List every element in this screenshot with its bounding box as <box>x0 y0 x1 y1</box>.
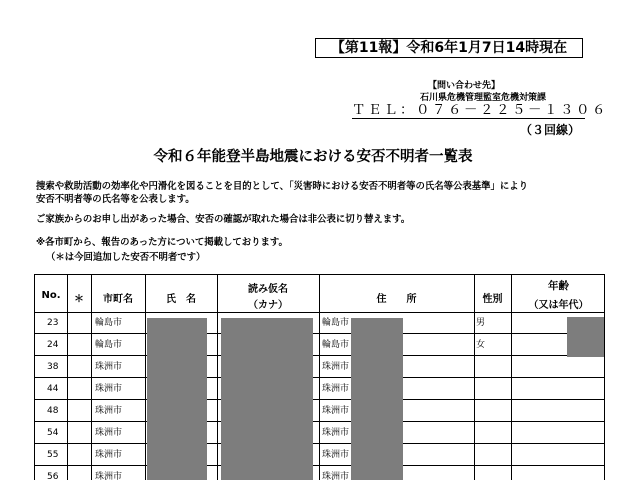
row-no: 44 <box>47 384 59 394</box>
header-added-mark: ＊ <box>74 294 84 305</box>
age-redaction <box>567 317 605 357</box>
row-address: 輪島市 <box>322 340 350 350</box>
row-divider <box>35 465 604 466</box>
header-bottom-rule <box>35 312 604 313</box>
row-sex: 男 <box>476 318 486 328</box>
purpose-paragraph-line1: 捜索や救助活動の効率化や円滑化を図ることを目的として、「災害時における安否不明者等の氏名等公表基準」により <box>36 181 528 192</box>
row-city: 珠洲市 <box>95 384 123 394</box>
kana-redaction <box>221 318 313 480</box>
header-age-line1: 年齢 <box>548 280 569 292</box>
row-city: 輪島市 <box>95 340 123 350</box>
address-redaction <box>351 318 403 480</box>
municipal-notice: ※各市町から、報告のあった方について掲載しております。 <box>36 237 288 248</box>
row-divider <box>35 333 604 334</box>
row-address: 珠洲市 <box>322 428 350 438</box>
department-name: 石川県危機管理監室危機対策課 <box>420 93 547 103</box>
row-address: 珠洲市 <box>322 384 350 394</box>
header-address: 住 所 <box>376 294 417 305</box>
document-title: 令和６年能登半島地震における安否不明者一覧表 <box>153 149 473 165</box>
phone-underline <box>352 118 585 119</box>
header-no: No. <box>41 290 61 301</box>
row-city: 珠洲市 <box>95 362 123 372</box>
row-no: 38 <box>47 362 59 372</box>
report-status-box: 【第11報】令和6年1月7日14時現在 <box>315 38 583 58</box>
row-address: 珠洲市 <box>322 472 350 480</box>
row-sex: 女 <box>476 340 486 350</box>
row-city: 珠洲市 <box>95 428 123 438</box>
row-no: 55 <box>47 450 59 460</box>
row-no: 48 <box>47 406 59 416</box>
phone-lines-note: （３回線） <box>520 123 581 137</box>
contact-label: 【問い合わせ先】 <box>428 81 501 91</box>
row-city: 珠洲市 <box>95 406 123 416</box>
header-kana-line1: 読み仮名 <box>248 284 288 295</box>
row-divider <box>35 355 604 356</box>
row-divider <box>35 421 604 422</box>
row-divider <box>35 443 604 444</box>
header-city: 市町名 <box>103 294 133 305</box>
header-sex: 性別 <box>482 294 503 305</box>
row-address: 輪島市 <box>322 318 350 328</box>
missing-persons-table <box>34 274 605 480</box>
row-divider <box>35 399 604 400</box>
asterisk-note: （＊は今回追加した安否不明者です） <box>46 252 206 263</box>
row-address: 珠洲市 <box>322 406 350 416</box>
purpose-paragraph-line2: 安否不明者等の氏名等を公表します。 <box>36 194 195 205</box>
contact-phone: ＴＥＬ：０７６－２２５－１３０６ <box>352 102 608 118</box>
row-divider <box>35 377 604 378</box>
row-city: 珠洲市 <box>95 472 123 480</box>
header-name: 氏 名 <box>166 294 196 305</box>
row-no: 54 <box>47 428 59 438</box>
row-no: 24 <box>47 340 59 350</box>
name-redaction <box>147 318 207 480</box>
header-age-line2: （又は年代） <box>528 300 589 311</box>
row-address: 珠洲市 <box>322 450 350 460</box>
row-no: 56 <box>47 472 59 480</box>
row-no: 23 <box>47 318 59 328</box>
row-city: 珠洲市 <box>95 450 123 460</box>
row-address: 珠洲市 <box>322 362 350 372</box>
row-city: 輪島市 <box>95 318 123 328</box>
header-kana-line2: （カナ） <box>248 300 288 311</box>
family-notice: ご家族からのお申し出があった場合、安否の確認が取れた場合は非公表に切り替えます。 <box>36 214 411 225</box>
